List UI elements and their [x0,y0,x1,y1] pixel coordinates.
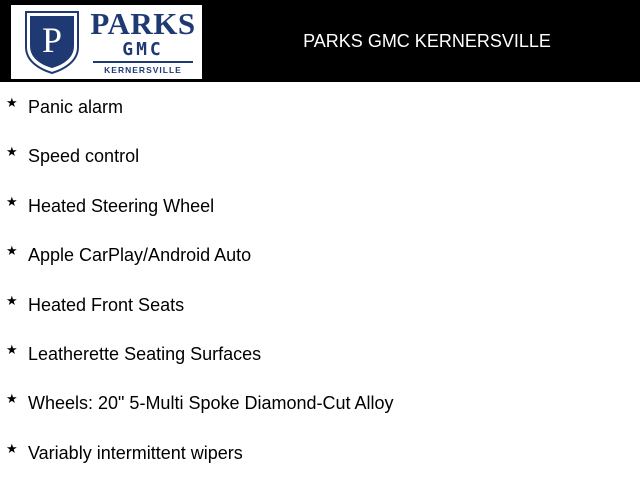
feature-item [0,329,640,378]
logo-make-text: GMC [122,39,164,60]
feature-label: Apple CarPlay/Android Auto [28,245,252,266]
star-icon: ★ [6,194,18,210]
feature-label: Heated Steering Wheel [28,195,215,216]
feature-item [0,181,640,230]
feature-label: Wheels: 20" 5-Multi Spoke Diamond-Cut Alloy [28,393,394,414]
feature-label: Panic alarm [28,97,124,117]
feature-item [0,82,640,131]
feature-label: Speed control [28,146,140,167]
feature-list [0,82,640,477]
dealer-logo[interactable] [11,5,202,79]
feature-label: Heated Front Seats [28,294,185,315]
logo-city-text: KERNERSVILLE [104,65,182,75]
shield-logo-icon [23,9,81,75]
header-bar [0,0,640,82]
feature-item [0,280,640,329]
star-icon: ★ [6,441,18,457]
logo-divider [93,61,193,63]
logo-brand-text: PARKS [90,6,196,41]
star-icon: ★ [6,342,18,358]
feature-label: Variably intermittent wipers [28,442,243,463]
shield-letter: P [41,20,63,60]
feature-item [0,131,640,180]
feature-item [0,428,640,477]
feature-item [0,378,640,427]
star-icon: ★ [6,244,18,260]
star-icon: ★ [6,293,18,309]
star-icon: ★ [6,145,18,161]
feature-item [0,230,640,279]
feature-label: Leatherette Seating Surfaces [28,343,262,364]
star-icon: ★ [6,96,18,111]
dealer-name-title: PARKS GMC KERNERSVILLE [303,31,551,51]
star-icon: ★ [6,392,18,408]
